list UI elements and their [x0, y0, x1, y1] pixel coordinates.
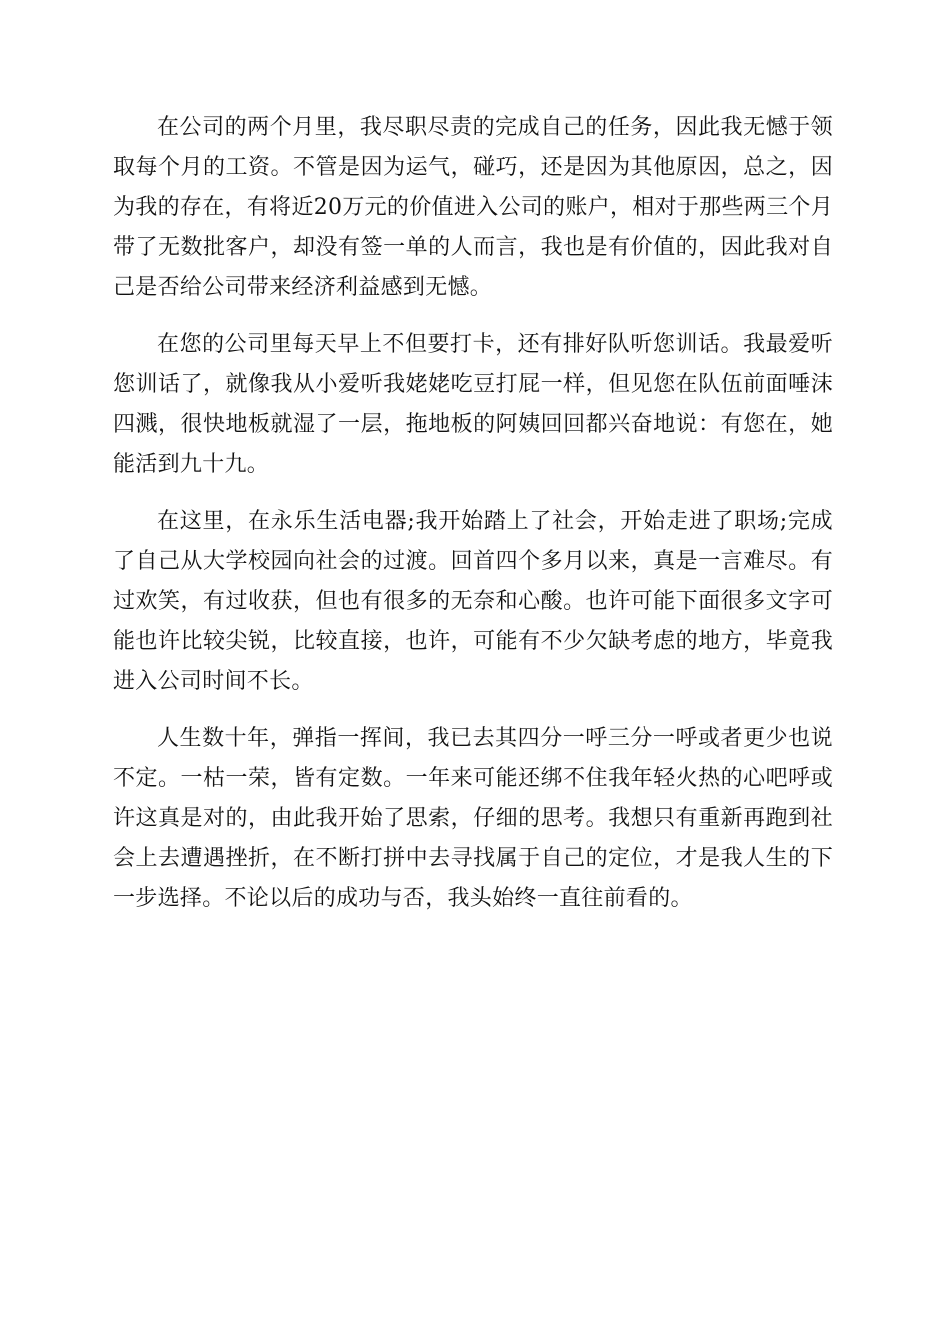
paragraph-3: 在这里，在永乐生活电器;我开始踏上了社会，开始走进了职场;完成了自己从大学校园向社会的过渡。回首四个多月以来，真是一言难尽。有过欢笑，有过收获，但也有很多的无奈和心酸。也许可能下面很多文字可能也许比较尖锐，比较直接，也许，可能有不少欠缺考虑的地方，毕竟我进入公司时间不长。	[113, 509, 833, 694]
paragraph-4: 人生数十年，弹指一挥间，我已去其四分一呼三分一呼或者更少也说不定。一枯一荣，皆有定数。一年来可能还绑不住我年轻火热的心吧呼或许这真是对的，由此我开始了思索，仔细的思考。我想只有重新再跑到社会上去遭遇挫折，在不断打拼中去寻找属于自己的定位，才是我人生的下一步选择。不论以后的成功与否，我头始终一直往前看的。	[113, 726, 833, 911]
paragraph-1: 在公司的两个月里，我尽职尽责的完成自己的任务，因此我无憾于领取每个月的工资。不管是因为运气，碰巧，还是因为其他原因，总之，因为我的存在，有将近20万元的价值进入公司的账户，相对于那些两三个月带了无数批客户，却没有签一单的人而言，我也是有价值的，因此我对自己是否给公司带来经济利益感到无憾。	[113, 115, 833, 300]
document-body	[113, 108, 833, 936]
paragraph-2: 在您的公司里每天早上不但要打卡，还有排好队听您训话。我最爱听您训话了，就像我从小爱听我姥姥吃豆打屁一样，但见您在队伍前面唾沫四溅，很快地板就湿了一层，拖地板的阿姨回回都兴奋地说：有您在，她能活到九十九。	[113, 332, 833, 477]
